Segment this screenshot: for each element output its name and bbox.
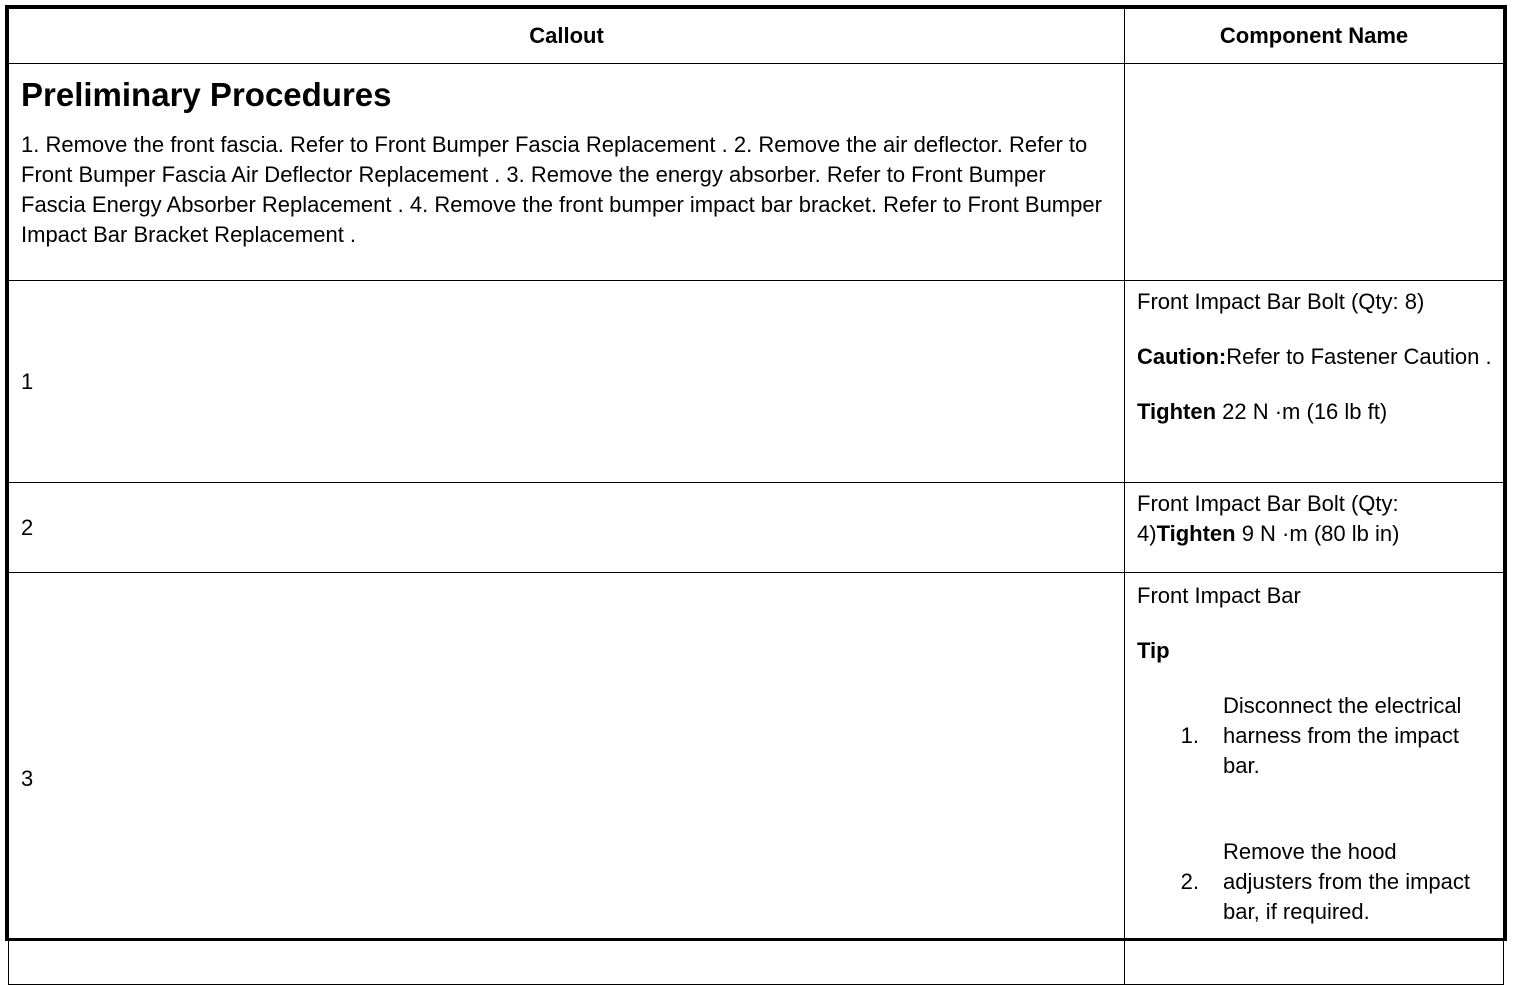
tighten-label: Tighten <box>1137 399 1217 424</box>
caution-text: Refer to Fastener Caution . <box>1226 344 1492 369</box>
preliminary-row <box>9 64 1504 281</box>
table-header-row <box>9 9 1504 64</box>
callout-number: 2 <box>9 483 1125 573</box>
list-item <box>1137 837 1493 927</box>
table-row <box>9 483 1504 573</box>
step-number: 1. <box>1180 723 1199 748</box>
caution-note <box>1137 342 1493 372</box>
callout-number: 3 <box>9 573 1125 985</box>
tip-steps-list <box>1137 691 1493 927</box>
procedure-table <box>8 8 1504 985</box>
list-item <box>1137 691 1493 781</box>
tighten-label: Tighten <box>1156 521 1236 546</box>
table-row <box>9 281 1504 483</box>
torque-value: 9 N ·m (80 lb in) <box>1235 521 1400 546</box>
table-row <box>9 573 1504 985</box>
component-description <box>1137 489 1493 549</box>
callout-number: 1 <box>9 281 1125 483</box>
step-number: 2. <box>1180 869 1199 894</box>
component-cell <box>1125 483 1504 573</box>
preliminary-empty-cell <box>1125 64 1504 281</box>
component-name: Front Impact Bar Bolt (Qty: 8) <box>1137 289 1425 314</box>
component-name: Front Impact Bar <box>1137 583 1301 608</box>
component-name: Front Impact Bar Bolt (Qty: 4) <box>1137 491 1399 546</box>
tip-label: Tip <box>1137 638 1170 663</box>
torque-value: 22 N ·m (16 lb ft) <box>1216 399 1388 424</box>
caution-label: Caution: <box>1137 344 1227 369</box>
callout-column-header: Callout <box>9 9 1125 64</box>
step-text: Remove the hood adjusters from the impact bar, if required. <box>1223 839 1470 924</box>
torque-spec <box>1137 397 1493 427</box>
component-column-header: Component Name <box>1125 9 1504 64</box>
preliminary-title: Preliminary Procedures <box>21 76 392 113</box>
component-cell <box>1125 281 1504 483</box>
step-text: Disconnect the electrical harness from the impact bar. <box>1223 693 1462 778</box>
component-cell <box>1125 573 1504 985</box>
preliminary-text: 1. Remove the front fascia. Refer to Front Bumper Fascia Replacement . 2. Remove the air deflector. Refer to Front Bumper Fascia Air Deflector Replacement . 3. Remove the energy absorber. Refer to Front Bumper Fascia Energy Absorber Replacement . 4. Remove the front bumper impact bar bracket. Refer to Front Bumper Impact Bar Bracket Replacement . <box>21 132 1102 247</box>
procedure-table-frame <box>5 5 1507 941</box>
preliminary-cell <box>9 64 1125 281</box>
